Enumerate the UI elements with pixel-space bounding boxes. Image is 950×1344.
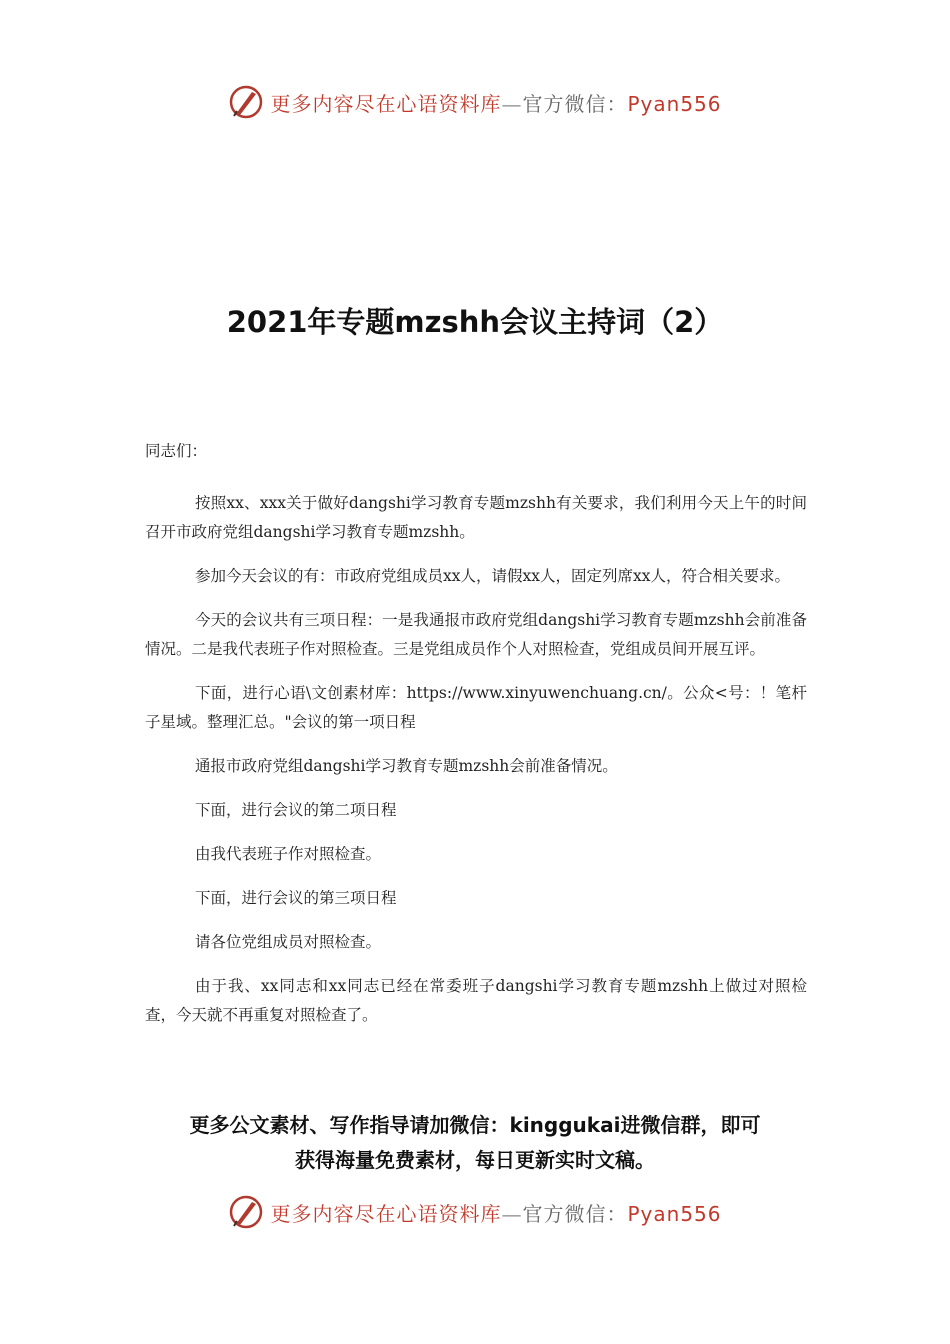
paragraph: 按照xx、xxx关于做好dangshi学习教育专题mzshh有关要求，我们利用今天上午的时间召开市政府党组dangshi学习教育专题mzshh。 (145, 494, 807, 541)
promo-line-2: 获得海量免费素材，每日更新实时文稿。 (295, 1148, 655, 1172)
paragraph: 由于我、xx同志和xx同志已经在常委班子dangshi学习教育专题mzshh上做过对照检查，今天就不再重复对照检查了。 (145, 977, 807, 1024)
greeting: 同志们： (145, 442, 208, 460)
quill-pen-logo-icon (228, 84, 264, 120)
quill-pen-logo-icon (228, 1194, 264, 1230)
footer-banner (0, 1190, 950, 1234)
promo-line-1: 更多公文素材、写作指导请加微信：kinggukai进微信群，即可 (189, 1113, 761, 1137)
promo-text (0, 1108, 950, 1178)
banner-text: 更多内容尽在心语资料库—官方微信：Pyan556 (270, 91, 722, 116)
paragraph: 下面，进行会议的第三项日程 (195, 889, 397, 907)
paragraph: 通报市政府党组dangshi学习教育专题mzshh会前准备情况。 (195, 757, 618, 775)
banner-text: 更多内容尽在心语资料库—官方微信：Pyan556 (270, 1201, 722, 1226)
paragraph: 由我代表班子作对照检查。 (195, 845, 382, 863)
paragraph: 请各位党组成员对照检查。 (195, 933, 382, 951)
document-body (145, 437, 807, 1045)
paragraph: 今天的会议共有三项日程：一是我通报市政府党组dangshi学习教育专题mzshh会前准备情况。二是我代表班子作对照检查。三是党组成员作个人对照检查，党组成员间开展互评。 (145, 611, 807, 658)
header-banner (0, 80, 950, 124)
paragraph: 下面，进行会议的第二项日程 (195, 801, 397, 819)
paragraph: 参加今天会议的有：市政府党组成员xx人，请假xx人，固定列席xx人，符合相关要求。 (195, 567, 790, 585)
paragraph: 下面，进行心语\文创素材库：https://www.xinyuwenchuang.cn/。公众<号：！笔杆子星域。整理汇总。"会议的第一项日程 (145, 684, 807, 731)
document-title: 2021年专题mzshh会议主持词（2） (226, 305, 724, 339)
